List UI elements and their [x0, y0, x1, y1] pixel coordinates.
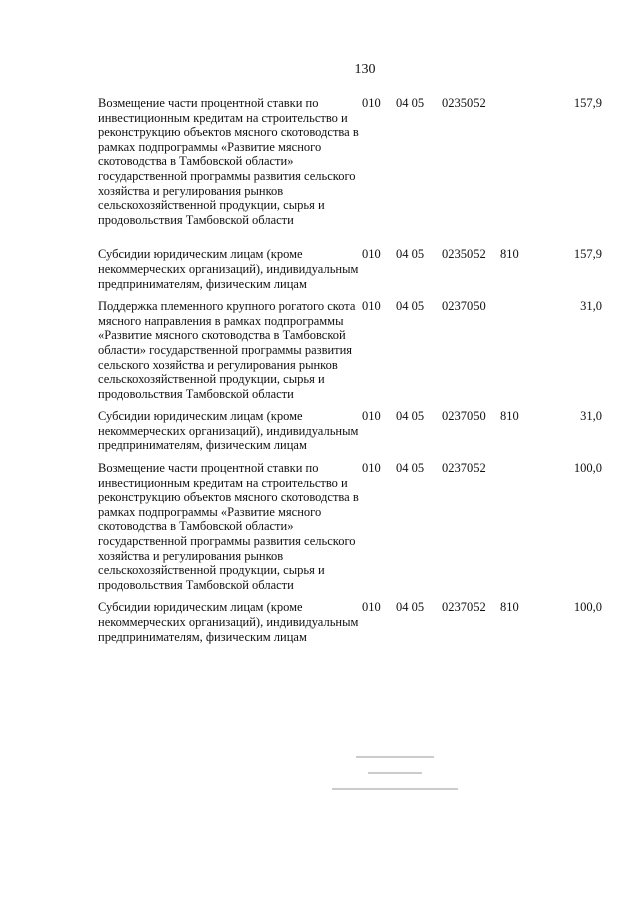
row-target-code: 0237050 — [442, 409, 486, 424]
row-ministry-code: 010 — [362, 96, 381, 110]
row-section-code: 04 05 — [396, 247, 425, 262]
row-section-code: 04 05 — [396, 600, 425, 615]
row-ministry-code: 010 — [362, 299, 381, 314]
row-sum: 100,0 — [573, 461, 602, 476]
faint-stamp-mark — [322, 746, 472, 802]
row-target-code: 0235052 — [442, 247, 486, 262]
table-row — [98, 600, 602, 644]
row-target-code: 0235052 — [442, 96, 486, 110]
row-ministry-code: 010 — [362, 409, 381, 424]
row-sum: 100,0 — [573, 600, 602, 615]
table-row — [98, 299, 602, 401]
row-sum: 31,0 — [580, 409, 602, 424]
row-description: Субсидии юридическим лицам (кроме некоммерческих организаций), индивидуальным предпринимателям, физическим лицам — [98, 247, 359, 291]
row-section-code: 04 05 — [396, 409, 425, 424]
row-sum: 157,9 — [573, 96, 602, 110]
budget-table — [98, 96, 602, 644]
row-section-code: 04 05 — [396, 96, 425, 110]
row-expense-type: 810 — [500, 409, 519, 424]
row-section-code: 04 05 — [396, 299, 425, 314]
table-row — [98, 247, 602, 291]
page-number: 130 — [354, 62, 376, 77]
row-target-code: 0237052 — [442, 461, 486, 476]
row-description: Субсидии юридическим лицам (кроме некоммерческих организаций), индивидуальным предпринимателям, физическим лицам — [98, 600, 359, 644]
row-target-code: 0237052 — [442, 600, 486, 615]
row-description: Субсидии юридическим лицам (кроме некоммерческих организаций), индивидуальным предпринимателям, физическим лицам — [98, 409, 359, 453]
row-ministry-code: 010 — [362, 461, 381, 476]
row-sum: 31,0 — [580, 299, 602, 314]
row-expense-type: 810 — [500, 600, 519, 615]
row-description: Возмещение части процентной ставки по инвестиционным кредитам на строительство и реконструкцию объектов мясного скотоводства в рамках подпрограммы «Развитие мясного скотоводства в Тамбовской области» государственной программы развития сельского хозяйства и регулирования рынков сельскохозяйственной продукции, сырья и продовольствия Тамбовской области — [98, 461, 359, 592]
table-row — [98, 96, 602, 227]
table-row — [98, 409, 602, 453]
table-row — [98, 461, 602, 592]
row-sum: 157,9 — [573, 247, 602, 262]
row-expense-type: 810 — [500, 247, 519, 262]
row-description: Возмещение части процентной ставки по инвестиционным кредитам на строительство и реконструкцию объектов мясного скотоводства в рамках подпрограммы «Развитие мясного скотоводства в Тамбовской области» государственной программы развития сельского хозяйства и регулирования рынков сельскохозяйственной продукции, сырья и продовольствия Тамбовской области — [98, 96, 359, 227]
row-target-code: 0237050 — [442, 299, 486, 314]
row-ministry-code: 010 — [362, 247, 381, 262]
row-ministry-code: 010 — [362, 600, 381, 615]
row-section-code: 04 05 — [396, 461, 425, 476]
row-description: Поддержка племенного крупного рогатого скота мясного направления в рамках подпрограммы «Развитие мясного скотоводства в Тамбовской области» государственной программы развития сельского хозяйства и регулирования рынков сельскохозяйственной продукции, сырья и продовольствия Тамбовской области — [98, 299, 356, 401]
